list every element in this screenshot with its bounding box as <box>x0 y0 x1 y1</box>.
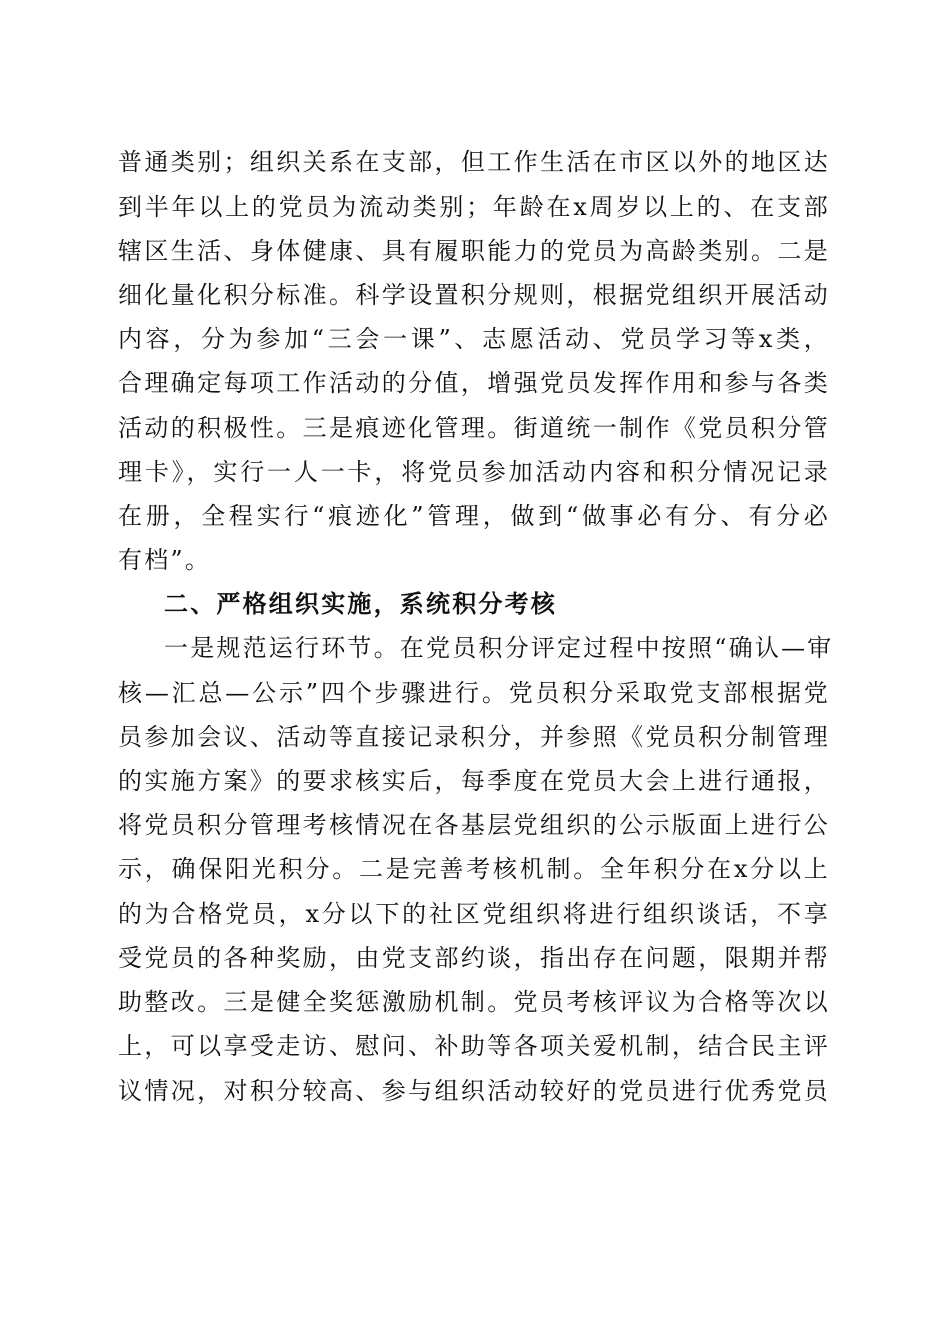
paragraph-line: 细化量化积分标准。科学设置积分规则，根据党组织开展活动 <box>118 281 830 309</box>
paragraph-line: 的为合格党员，x分以下的社区党组织将进行组织谈话，不享 <box>118 900 830 928</box>
paragraph-line: 上，可以享受走访、慰问、补助等各项关爱机制，结合民主评 <box>118 1032 830 1060</box>
paragraph-line: 受党员的各种奖励，由党支部约谈，指出存在问题，限期并帮 <box>118 944 830 972</box>
paragraph-line: 辖区生活、身体健康、具有履职能力的党员为高龄类别。二是 <box>118 237 830 265</box>
paragraph-line: 核—汇总—公示”四个步骤进行。党员积分采取党支部根据党 <box>118 679 830 707</box>
paragraph-line: 普通类别；组织关系在支部，但工作生活在市区以外的地区达 <box>118 148 830 176</box>
paragraph-line: 活动的积极性。三是痕迹化管理。街道统一制作《党员积分管 <box>118 414 830 442</box>
paragraph-line: 合理确定每项工作活动的分值，增强党员发挥作用和参与各类 <box>118 369 830 397</box>
paragraph-line: 一是规范运行环节。在党员积分评定过程中按照“确认—审 <box>164 634 834 662</box>
paragraph-line: 到半年以上的党员为流动类别；年龄在x周岁以上的、在支部 <box>118 193 830 221</box>
paragraph-line: 理卡》，实行一人一卡，将党员参加活动内容和积分情况记录 <box>118 458 830 486</box>
paragraph-line: 议情况，对积分较高、参与组织活动较好的党员进行优秀党员 <box>118 1077 830 1105</box>
paragraph-line: 示，确保阳光积分。二是完善考核机制。全年积分在x分以上 <box>118 855 830 883</box>
section-heading: 二、严格组织实施，系统积分考核 <box>164 590 557 618</box>
paragraph-line: 有档”。 <box>118 546 212 574</box>
paragraph-line: 助整改。三是健全奖惩激励机制。党员考核评议为合格等次以 <box>118 988 830 1016</box>
paragraph-line: 的实施方案》的要求核实后，每季度在党员大会上进行通报， <box>118 767 830 795</box>
paragraph-line: 员参加会议、活动等直接记录积分，并参照《党员积分制管理 <box>118 723 830 751</box>
paragraph-line: 在册，全程实行“痕迹化”管理，做到“做事必有分、有分必 <box>118 502 830 530</box>
paragraph-line: 将党员积分管理考核情况在各基层党组织的公示版面上进行公 <box>118 811 830 839</box>
paragraph-line: 内容，分为参加“三会一课”、志愿活动、党员学习等x类， <box>118 325 830 353</box>
